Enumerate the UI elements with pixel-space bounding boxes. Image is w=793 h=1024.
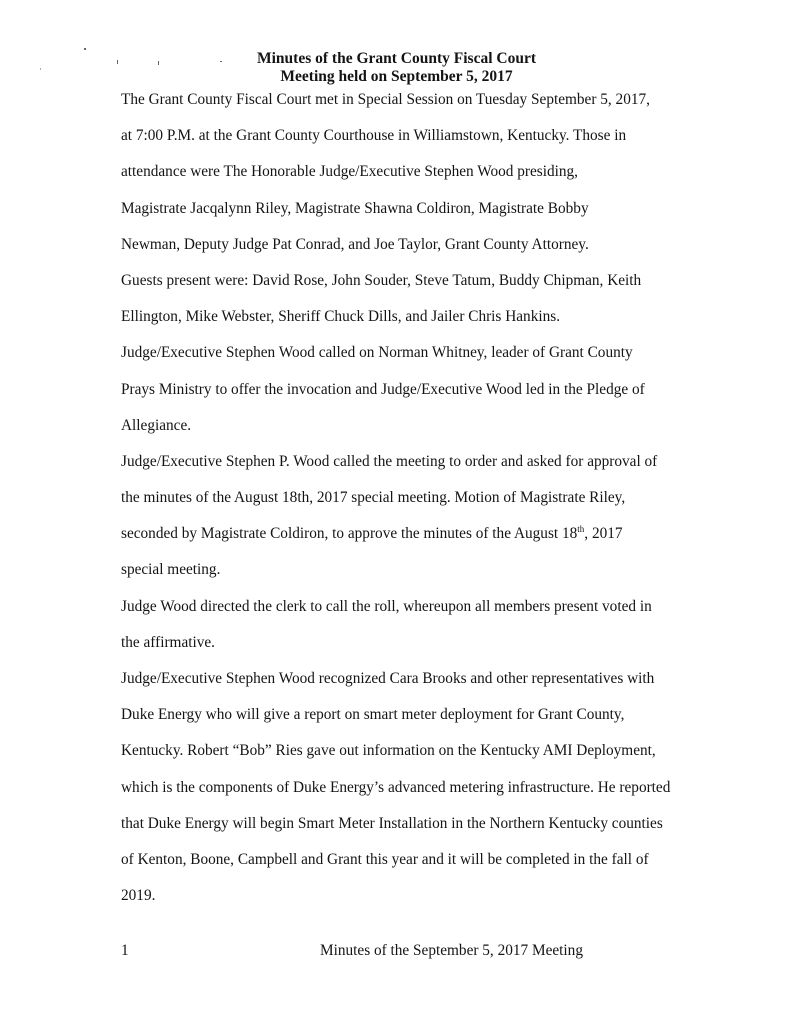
title-line-2: Meeting held on September 5, 2017 — [280, 68, 513, 85]
text-line: the affirmative. — [121, 633, 216, 651]
page-number: 1 — [121, 942, 129, 959]
text-line: Judge/Executive Stephen P. Wood called the meeting to order and asked for approval of — [121, 452, 658, 470]
text-line: Prays Ministry to offer the invocation and Judge/Executive Wood led in the Pledge of — [121, 380, 645, 398]
text-line: of Kenton, Boone, Campbell and Grant this year and it will be completed in the fall of — [121, 850, 649, 868]
text-line: Ellington, Mike Webster, Sheriff Chuck Dills, and Jailer Chris Hankins. — [121, 308, 561, 326]
document-title — [0, 50, 793, 86]
text-line: attendance were The Honorable Judge/Executive Stephen Wood presiding, — [121, 163, 578, 181]
text-line: The Grant County Fiscal Court met in Special Session on Tuesday September 5, 2017, — [121, 91, 650, 108]
text-line: Duke Energy who will give a report on smart meter deployment for Grant County, — [121, 706, 625, 724]
text-line: Guests present were: David Rose, John Souder, Steve Tatum, Buddy Chipman, Keith — [121, 271, 642, 289]
text-line: 2019. — [121, 887, 156, 905]
text-line: Kentucky. Robert “Bob” Ries gave out information on the Kentucky AMI Deployment, — [121, 742, 656, 760]
text-line: that Duke Energy will begin Smart Meter Installation in the Northern Kentucky counties — [121, 814, 663, 832]
text-line: Magistrate Jacqalynn Riley, Magistrate Shawna Coldiron, Magistrate Bobby — [121, 199, 589, 217]
text-line: which is the components of Duke Energy’s advanced metering infrastructure. He reported — [121, 778, 671, 796]
text-segment: , 2017 — [584, 525, 623, 543]
text-line: the minutes of the August 18th, 2017 special meeting. Motion of Magistrate Riley, — [121, 489, 626, 507]
text-line-with-superscript — [121, 524, 701, 560]
footer-text: Minutes of the September 5, 2017 Meeting — [320, 942, 583, 959]
text-line: Judge/Executive Stephen Wood called on Norman Whitney, leader of Grant County — [121, 344, 633, 362]
minutes-body — [121, 90, 701, 922]
text-line: Allegiance. — [121, 416, 192, 434]
text-line: at 7:00 P.M. at the Grant County Courthouse in Williamstown, Kentucky. Those in — [121, 127, 627, 145]
text-line: Newman, Deputy Judge Pat Conrad, and Joe Taylor, Grant County Attorney. — [121, 235, 589, 253]
text-line: Judge/Executive Stephen Wood recognized Cara Brooks and other representatives with — [121, 670, 655, 687]
title-line-1: Minutes of the Grant County Fiscal Court — [257, 50, 536, 67]
text-line: Judge Wood directed the clerk to call the roll, whereupon all members present voted in — [121, 597, 652, 615]
ordinal-superscript: th — [577, 524, 585, 535]
text-segment: seconded by Magistrate Coldiron, to approve the minutes of the August 18 — [121, 525, 578, 543]
text-line: special meeting. — [121, 561, 221, 579]
